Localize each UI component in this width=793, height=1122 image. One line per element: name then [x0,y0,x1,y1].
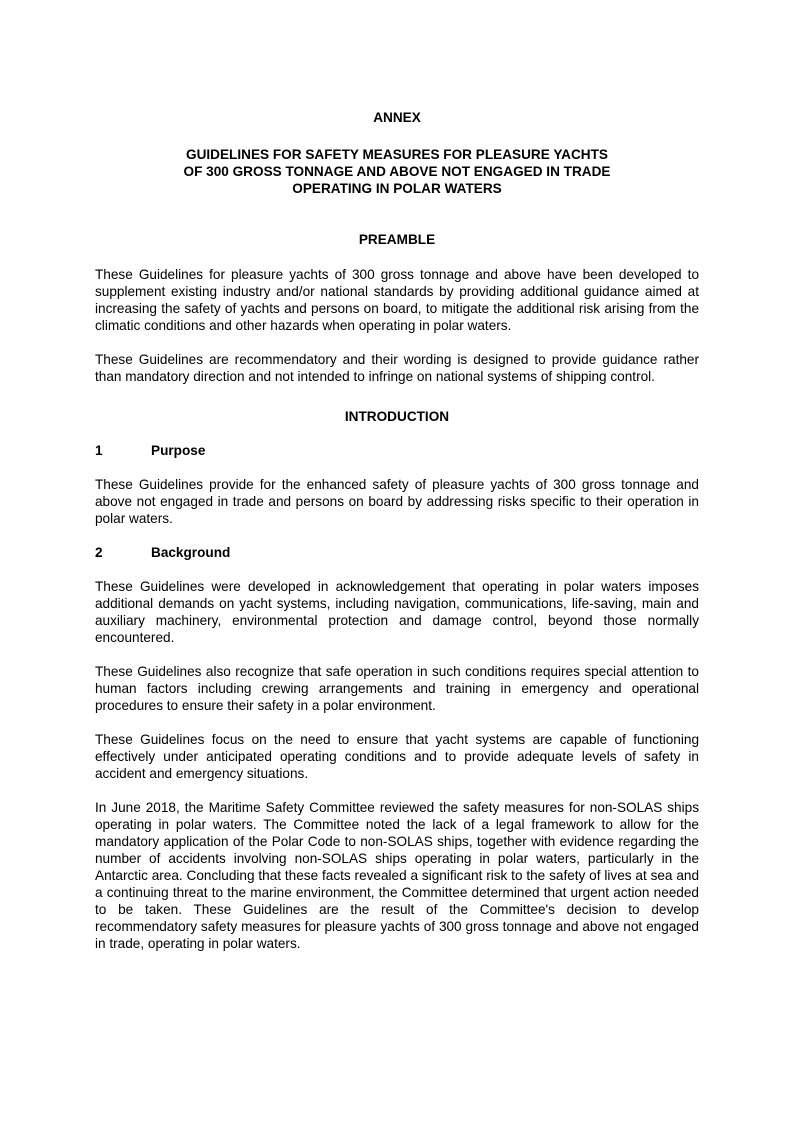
preamble-paragraph: These Guidelines are recommendatory and their wording is designed to provide guidance rather than mandatory direction and not intended to infringe on national systems of shipping control. [95,352,699,384]
title-line: GUIDELINES FOR SAFETY MEASURES FOR PLEASURE YACHTS [186,147,608,162]
section-heading-background [95,544,699,561]
section-heading-purpose [95,442,699,459]
document-title [95,146,699,197]
preamble-heading: PREAMBLE [358,232,436,247]
title-line: OPERATING IN POLAR WATERS [292,181,502,196]
preamble-paragraph: These Guidelines for pleasure yachts of 300 gross tonnage and above have been developed to supplement existing industry and/or national standards by providing additional guidance aimed at increasing the safety of yachts and persons on board, to mitigate the additional risk arising from the climatic conditions and other hazards when operating in polar waters. [95,267,699,333]
background-paragraph: These Guidelines also recognize that safe operation in such conditions requires special attention to human factors including crewing arrangements and training in emergency and operational procedures to ensure their safety in a polar environment. [95,664,699,713]
annex-heading: ANNEX [373,110,421,125]
background-paragraph: In June 2018, the Maritime Safety Committee reviewed the safety measures for non-SOLAS ships operating in polar waters. The Committee noted the lack of a legal framework to allow for the mandatory application of the Polar Code to non-SOLAS ships, together with evidence regarding the number of accidents involving non-SOLAS ships operating in polar waters, particularly in the Antarctic area. Concluding that these facts revealed a significant risk to the safety of lives at sea and a continuing threat to the marine environment, the Committee determined that urgent action needed to be taken. These Guidelines are the result of the Committee's decision to develop recommendatory safety measures for pleasure yachts of 300 gross tonnage and above not engaged in trade, operating in polar waters. [95,800,699,951]
title-line: OF 300 GROSS TONNAGE AND ABOVE NOT ENGAGED IN TRADE [183,164,611,179]
background-paragraph: These Guidelines focus on the need to ensure that yacht systems are capable of functioning effectively under anticipated operating conditions and to provide adequate levels of safety in accident and emergency situations. [95,732,699,781]
section-number: 1 [95,443,103,458]
section-title: Purpose [151,443,206,458]
introduction-heading: INTRODUCTION [344,409,450,424]
section-title: Background [151,545,231,560]
section-number: 2 [95,545,103,560]
purpose-paragraph: These Guidelines provide for the enhanced safety of pleasure yachts of 300 gross tonnage and above not engaged in trade and persons on board by addressing risks specific to their operation in polar waters. [95,477,699,526]
background-paragraph: These Guidelines were developed in acknowledgement that operating in polar waters imposes additional demands on yacht systems, including navigation, communications, life-saving, main and auxiliary machinery, environmental protection and damage control, beyond those normally encountered. [95,579,699,645]
document-content [95,109,699,969]
